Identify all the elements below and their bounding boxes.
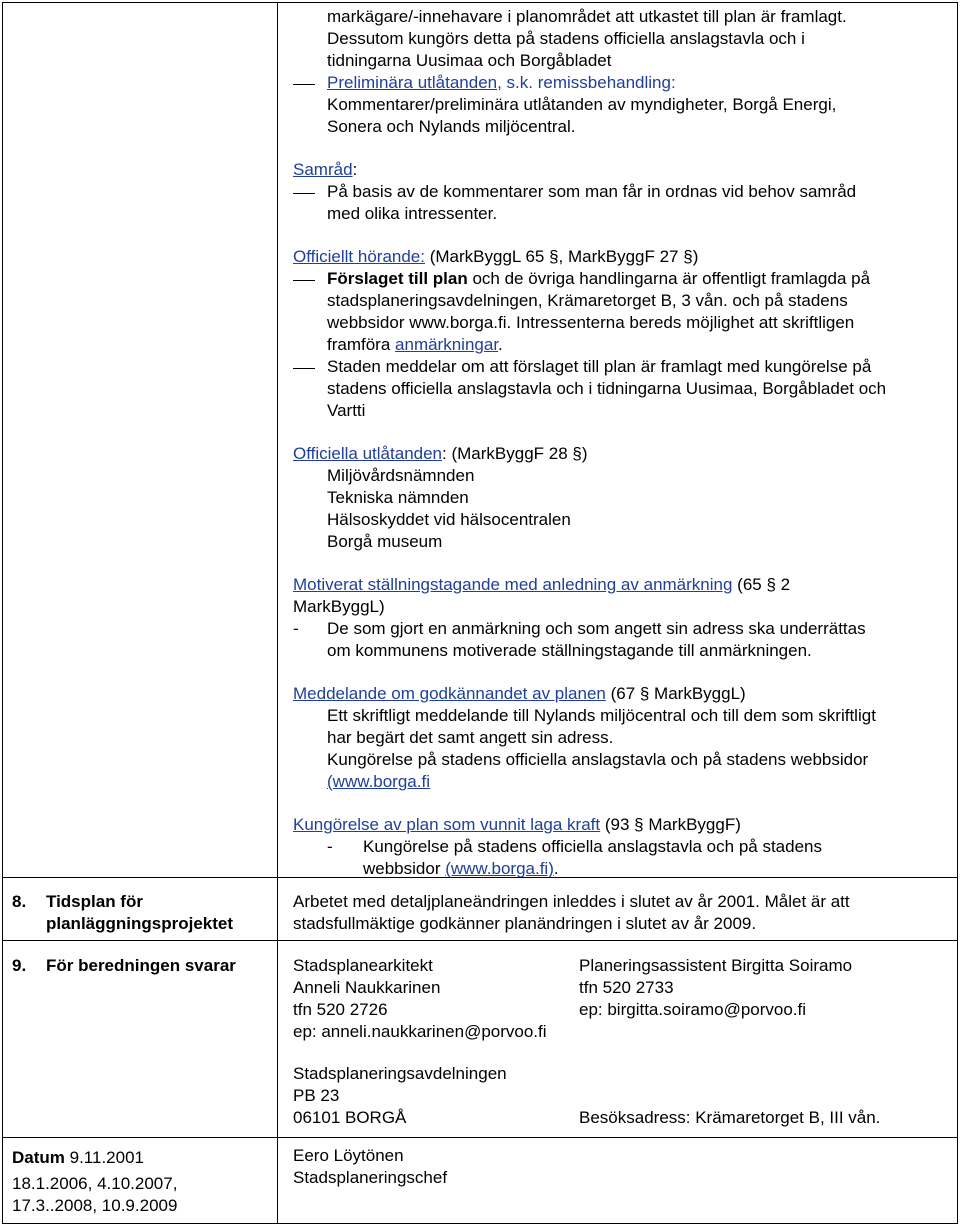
hearing-b1-framfora: framföra: [327, 335, 396, 354]
section-8-title-line-2: planläggningsprojektet: [46, 914, 234, 933]
column-divider: [277, 2, 278, 1224]
samrad-title: Samråd: [293, 160, 353, 179]
address-line-2: PB 23: [293, 1086, 340, 1105]
section-9-number: 9.: [12, 956, 27, 975]
prelim-line-2: Kommentarer/preliminära utlåtanden av myndigheter, Borgå Energi,: [327, 95, 837, 114]
contact-1-phone: tfn 520 2726: [293, 1000, 388, 1019]
hearing-b1-line-4: [327, 334, 503, 355]
approval-notice-ref: (67 § MarkByggL): [605, 684, 746, 703]
intro-line-3: tidningarna Uusimaa och Borgåbladet: [327, 51, 612, 70]
section-8-title-line-1: Tidsplan för: [46, 892, 143, 911]
motivated-ref: (65 § 2: [732, 575, 791, 594]
motivated-heading: [293, 574, 790, 595]
official-statements-heading: [293, 443, 588, 464]
approval-line-2: har begärt det samt angett sin adress.: [327, 728, 614, 747]
contact-2-phone: tfn 520 2733: [579, 978, 674, 997]
hearing-b1-line-2: stadsplaneringsavdelningen, Krämaretorget B, 3 vån. och på stadens: [327, 291, 848, 310]
legal-force-line-1: Kungörelse på stadens officiella anslagstavla och på stadens: [363, 837, 822, 856]
samrad-colon: :: [352, 160, 358, 179]
prelim-rest: , s.k. remissbehandling:: [497, 73, 676, 92]
samrad-heading: [293, 159, 357, 180]
legal-force-heading: [293, 814, 741, 835]
address-line-1: Stadsplaneringsavdelningen: [293, 1064, 507, 1083]
section-8-body-line-1: Arbetet med detaljplaneändringen inleddes i slutet av år 2001. Målet är att: [293, 892, 850, 911]
border-bottom: [2, 1223, 958, 1224]
datum-line-2: 18.1.2006, 4.10.2007,: [12, 1174, 178, 1193]
prelim-heading[interactable]: Preliminära utlåtanden: [327, 73, 498, 92]
section-8-number: 8.: [12, 892, 27, 911]
bullet-dash: [293, 193, 315, 194]
border-right: [957, 2, 958, 1224]
legal-force-line-2: [363, 858, 559, 879]
proposal-bold: Förslaget till plan: [327, 269, 468, 288]
contact-1-email: ep: anneli.naukkarinen@porvoo.fi: [293, 1022, 547, 1041]
legal-force-website-link[interactable]: (www.borga.fi): [445, 859, 554, 878]
official-hearing-ref: (MarkByggL 65 §, MarkByggF 27 §): [424, 247, 699, 266]
border-left: [2, 2, 3, 1224]
approval-notice-title: Meddelande om godkännandet av planen: [293, 684, 606, 703]
datum-first: 9.11.2001: [64, 1148, 144, 1167]
statement-item: Borgå museum: [327, 532, 443, 551]
legal-force-webbsidor: webbsidor: [363, 859, 446, 878]
hearing-b1-line-1: [327, 268, 870, 289]
statement-item: Tekniska nämnden: [327, 488, 469, 507]
row-divider-9: [2, 940, 958, 941]
contact-2-title: Planeringsassistent Birgitta Soiramo: [579, 956, 853, 975]
motivated-line-2: om kommunens motiverade ställningstagande till anmärkningen.: [327, 641, 812, 660]
hearing-b2-line-1: Staden meddelar om att förslaget till plan är framlagt med kungörelse på: [327, 357, 872, 376]
contact-1-name: Anneli Naukkarinen: [293, 978, 441, 997]
statement-item: Miljövårdsnämnden: [327, 466, 475, 485]
intro-line-2: Dessutom kungörs detta på stadens officiella anslagstavla och i: [327, 29, 805, 48]
motivated-title: Motiverat ställningstagande med anledning av anmärkning: [293, 575, 733, 594]
anmarkningar-link[interactable]: anmärkningar: [395, 335, 499, 354]
section-9-title: För beredningen svarar: [46, 956, 236, 975]
bullet-dash: [293, 368, 315, 369]
legal-force-ref: (93 § MarkByggF): [600, 815, 741, 834]
bullet-dash: [293, 280, 315, 281]
row-divider-datum: [2, 1137, 958, 1138]
approval-line-1: Ett skriftligt meddelande till Nylands miljöcentral och till dem som skriftligt: [327, 706, 876, 725]
visit-address: Besöksadress: Krämaretorget B, III vån.: [579, 1108, 881, 1127]
hearing-b2-line-3: Vartti: [327, 401, 366, 420]
address-line-3: 06101 BORGÅ: [293, 1108, 407, 1127]
hearing-b1-line-3: webbsidor www.borga.fi. Intressenterna bereds möjlighet att skriftligen: [327, 313, 855, 332]
border-top: [2, 2, 958, 3]
prelim-line-1: [327, 72, 676, 93]
hearing-b1-period: .: [498, 335, 503, 354]
bullet-dash: [293, 84, 315, 85]
datum-label: Datum: [12, 1148, 65, 1167]
approval-website-link[interactable]: (www.borga.fi: [327, 772, 430, 791]
motivated-ref-line-2: MarkByggL): [293, 597, 385, 616]
official-hearing-heading: [293, 246, 698, 267]
contact-1-title: Stadsplanearkitekt: [293, 956, 433, 975]
datum-line-3: 17.3..2008, 10.9.2009: [12, 1196, 178, 1215]
motivated-line-1: De som gjort en anmärkning och som angett sin adress ska underrättas: [327, 619, 866, 638]
signer-title: Stadsplaneringschef: [293, 1168, 448, 1187]
datum-line-1: [12, 1147, 144, 1168]
official-hearing-title: Officiellt hörande:: [293, 247, 425, 266]
motivated-dash: -: [293, 619, 299, 638]
section-8-body-line-2: stadsfullmäktige godkänner planändringen i slutet av år 2009.: [293, 914, 757, 933]
approval-notice-heading: [293, 683, 746, 704]
official-statements-title: Officiella utlåtanden: [293, 444, 443, 463]
approval-line-3: Kungörelse på stadens officiella anslagstavla och på stadens webbsidor: [327, 750, 869, 769]
samrad-line-1: På basis av de kommentarer som man får in ordnas vid behov samråd: [327, 182, 857, 201]
prelim-line-3: Sonera och Nylands miljöcentral.: [327, 117, 576, 136]
signer-name: Eero Löytönen: [293, 1146, 404, 1165]
legal-force-title: Kungörelse av plan som vunnit laga kraft: [293, 815, 601, 834]
intro-line-1: markägare/-innehavare i planområdet att utkastet till plan är framlagt.: [327, 7, 847, 26]
legal-force-dash: -: [327, 837, 333, 856]
hearing-b1-rest: och de övriga handlingarna är offentligt framlagda på: [467, 269, 871, 288]
legal-force-period: .: [553, 859, 559, 878]
hearing-b2-line-2: stadens officiella anslagstavla och i tidningarna Uusimaa, Borgåbladet och: [327, 379, 887, 398]
contact-2-email: ep: birgitta.soiramo@porvoo.fi: [579, 1000, 807, 1019]
official-statements-ref: : (MarkByggF 28 §): [442, 444, 588, 463]
samrad-line-2: med olika intressenter.: [327, 204, 498, 223]
statement-item: Hälsoskyddet vid hälsocentralen: [327, 510, 571, 529]
